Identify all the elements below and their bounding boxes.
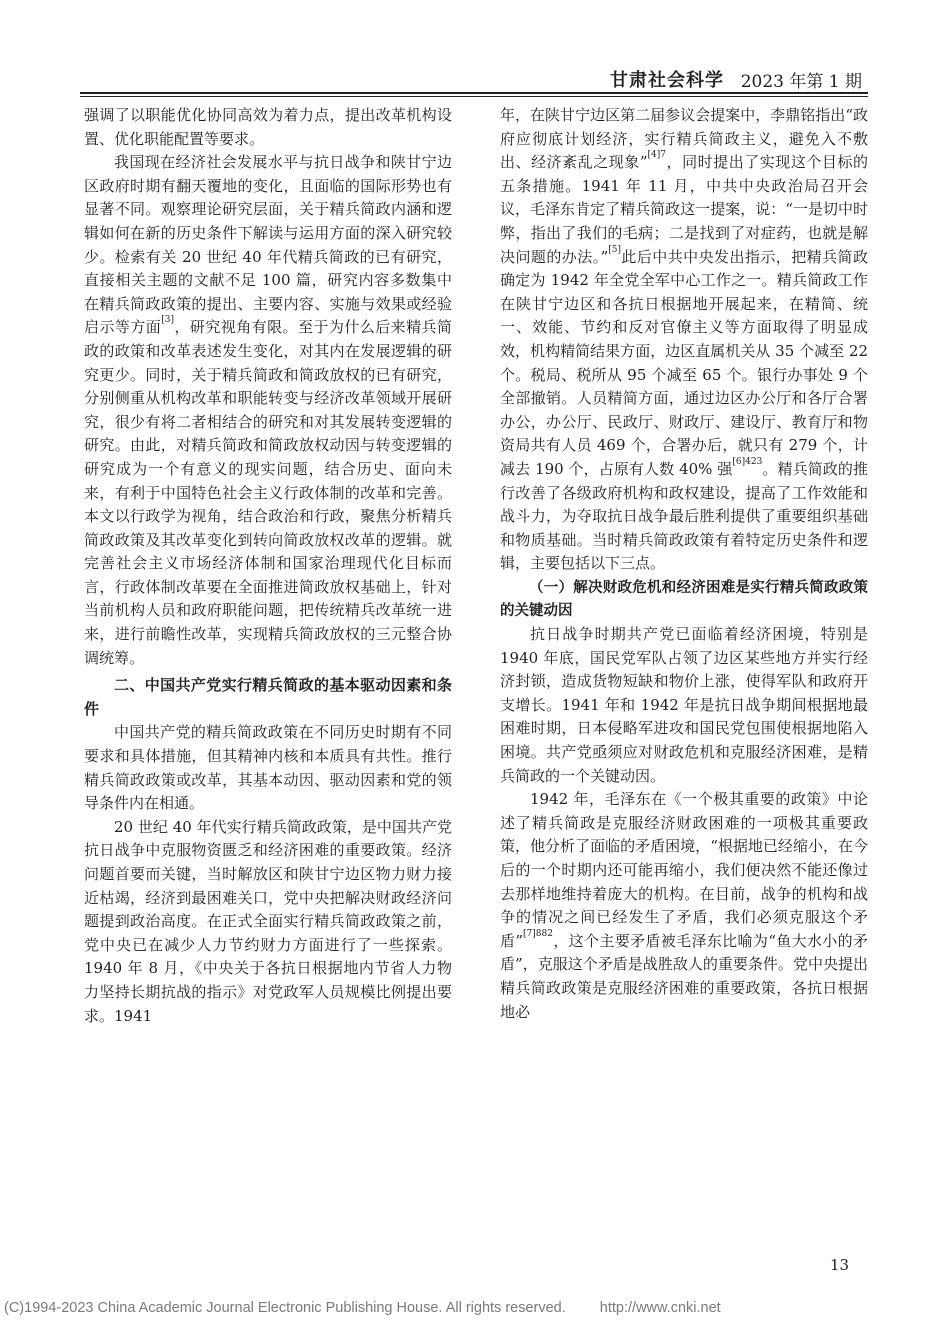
paragraph — [500, 104, 868, 576]
paragraph-text: 此后中共中央发出指示，把精兵简政确定为 1942 年全党全军中心工作之一。精兵简政工作在陕甘宁边区和各抗日根据地开展起来，在精简、统一、效能、节约和反对官僚主义等方面取得了明显成效，机构精简结果方面，边区直属机关从 35 个减至 22 个。税局、税所从 95 个减至 65 个。银行办事处 9 个全部撤销。人员精简方面，通过边区办公厅和各厅合署办公，办公厅、民政厅、财政厅、建设厅、教育厅和物资局共有人员 469 个，合署办后，就只有 279 个，计减去 190 个，占原有人数 40% 强 — [500, 247, 868, 478]
header-rule-thick — [80, 92, 868, 94]
citation: [3] — [161, 315, 174, 326]
paragraph: 20 世纪 40 年代实行精兵简政政策，是中国共产党抗日战争中克服物资匮乏和经济困难的重要政策。经济问题首要而关键，当时解放区和陕甘宁边区物力财力接近枯竭，经济到最困难关口，党中央把解决财政经济问题提到政治高度。在正式全面实行精兵简政政策之前，党中央已在减少人力节约财力方面进行了一些探索。1940 年 8 月，《中央关于各抗日根据地内节省人力物力坚持长期抗战的指示》对党政军人员规模比例提出要求。1941 — [84, 817, 452, 1025]
subsection-heading: （一）解决财政危机和经济困难是实行精兵简政政策的关键动因 — [500, 578, 868, 620]
paragraph-text: 年，在陕甘宁边区第二届参议会提案中，李鼎铭指出“政府应彻底计划经济，实行精兵简政主义，避免入不敷出、经济紊乱之现象” — [500, 106, 868, 172]
citation: [5] — [608, 244, 621, 255]
running-header — [80, 66, 868, 92]
paragraph: 强调了以职能优化协同高效为着力点，提出改革机构设置、优化职能配置等要求。 — [84, 106, 452, 148]
paragraph-text: ，同时提出了实现这个目标的五条措施。1941 年 11 月，中共中央政治局召开会议，毛泽东肯定了精兵简政这一提案，说：“一是切中时弊，指出了我们的毛病；二是找到了对症药，也就是解决问题的办法。” — [500, 153, 868, 266]
paragraph: 抗日战争时期共产党已面临着经济困境，特别是 1940 年底，国民党军队占领了边区某些地方并实行经济封锁，造成货物短缺和物价上涨，使得军队和政府开支增长。1941 年和 1942 年是抗日战争期间根据地最困难时期，日本侵略军进攻和国民党包围使根据地陷入困境。共产党亟须应对财政危机和克服经济困难，是精兵简政的一个关键动因。 — [500, 625, 868, 785]
citation: [4]7 — [647, 150, 666, 161]
issue-label: 2023 年第 1 期 — [740, 72, 862, 92]
cnki-link[interactable]: http://www.cnki.net — [599, 1300, 721, 1316]
right-column — [500, 104, 868, 1024]
header-rule-thin — [80, 96, 868, 97]
journal-title: 甘肃社会科学 — [610, 70, 724, 91]
paragraph-text: ，研究视角有限。至于为什么后来精兵简政的政策和改革表述发生变化，对其内在发展逻辑的研究更少。同时，关于精兵简政和简政放权的已有研究，分别侧重从机构改革和职能转变与经济改革领域开展研究，很少有将二者相结合的研究和对其发展转变逻辑的研究。由此，对精兵简政和简政放权动因与转变逻辑的研究成为一个有意义的现实问题，结合历史、面向未来，有利于中国特色社会主义行政体制的改革和完善。本文以行政学为视角，结合政治和行政，聚焦分析精兵简政政策及其改革变化到转向简政放权改革的逻辑。就完善社会主义市场经济体制和国家治理现代化目标而言，行政体制改革要在全面推进简政放权基础上，针对当前机构人员和政府职能问题，把传统精兵改革统一进来，进行前瞻性改革，实现精兵简政放权的三元整合协调统筹。 — [84, 318, 452, 667]
paragraph-text: 1942 年，毛泽东在《一个极其重要的政策》中论述了精兵简政是克服经济财政困难的一项极其重要政策，他分析了面临的矛盾困境，“根据地已经缩小，在今后的一个时期内还可能再缩小，我们便决然不能还像过去那样地维持着庞大的机构。在目前，战争的机构和战争的情况之间已经发生了矛盾，我们必须克服这个矛盾” — [500, 790, 868, 950]
paragraph — [500, 788, 868, 1024]
left-column — [84, 104, 452, 1028]
paragraph-text: 我国现在经济社会发展水平与抗日战争和陕甘宁边区政府时期有翻天覆地的变化，且面临的国际形势也有显著不同。观察理论研究层面，关于精兵简政内涵和逻辑如何在新的历史条件下解读与运用方面的深入研究较少。检索有关 20 世纪 40 年代精兵简政的已有研究，直接相关主题的文献不足 100 篇，研究内容多数集中在精兵简政政策的提出、主要内容、实施与效果或经验启示等方面 — [84, 153, 452, 337]
paragraph-text: ，这个主要矛盾被毛泽东比喻为“鱼大水小的矛盾”，克服这个矛盾是战胜敌人的重要条件。党中央提出精兵简政政策是克服经济困难的重要政策，各抗日根据地必 — [500, 931, 869, 1021]
copyright-footer — [4, 1300, 946, 1316]
copyright-text: (C)1994-2023 China Academic Journal Electronic Publishing House. All rights reserved. — [4, 1300, 566, 1316]
section-heading: 二、中国共产党实行精兵简政的基本驱动因素和条件 — [84, 676, 452, 718]
paragraph-text: 。精兵简政的推行改善了各级政府机构和政权建设，提高了工作效能和战斗力，为夺取抗日战争最后胜利提供了重要组织基础和物质基础。当时精兵简政政策有着特定历史条件和逻辑，主要包括以下三点。 — [500, 459, 868, 573]
citation: [6]423 — [732, 456, 763, 467]
paragraph — [84, 151, 452, 670]
paragraph: 中国共产党的精兵简政政策在不同历史时期有不同要求和具体措施，但其精神内核和本质具有共性。推行精兵简政政策或改革，其基本动因、驱动因素和党的领导条件内在相通。 — [84, 723, 452, 813]
page-number: 13 — [830, 1256, 850, 1274]
citation: [7]882 — [523, 928, 553, 939]
